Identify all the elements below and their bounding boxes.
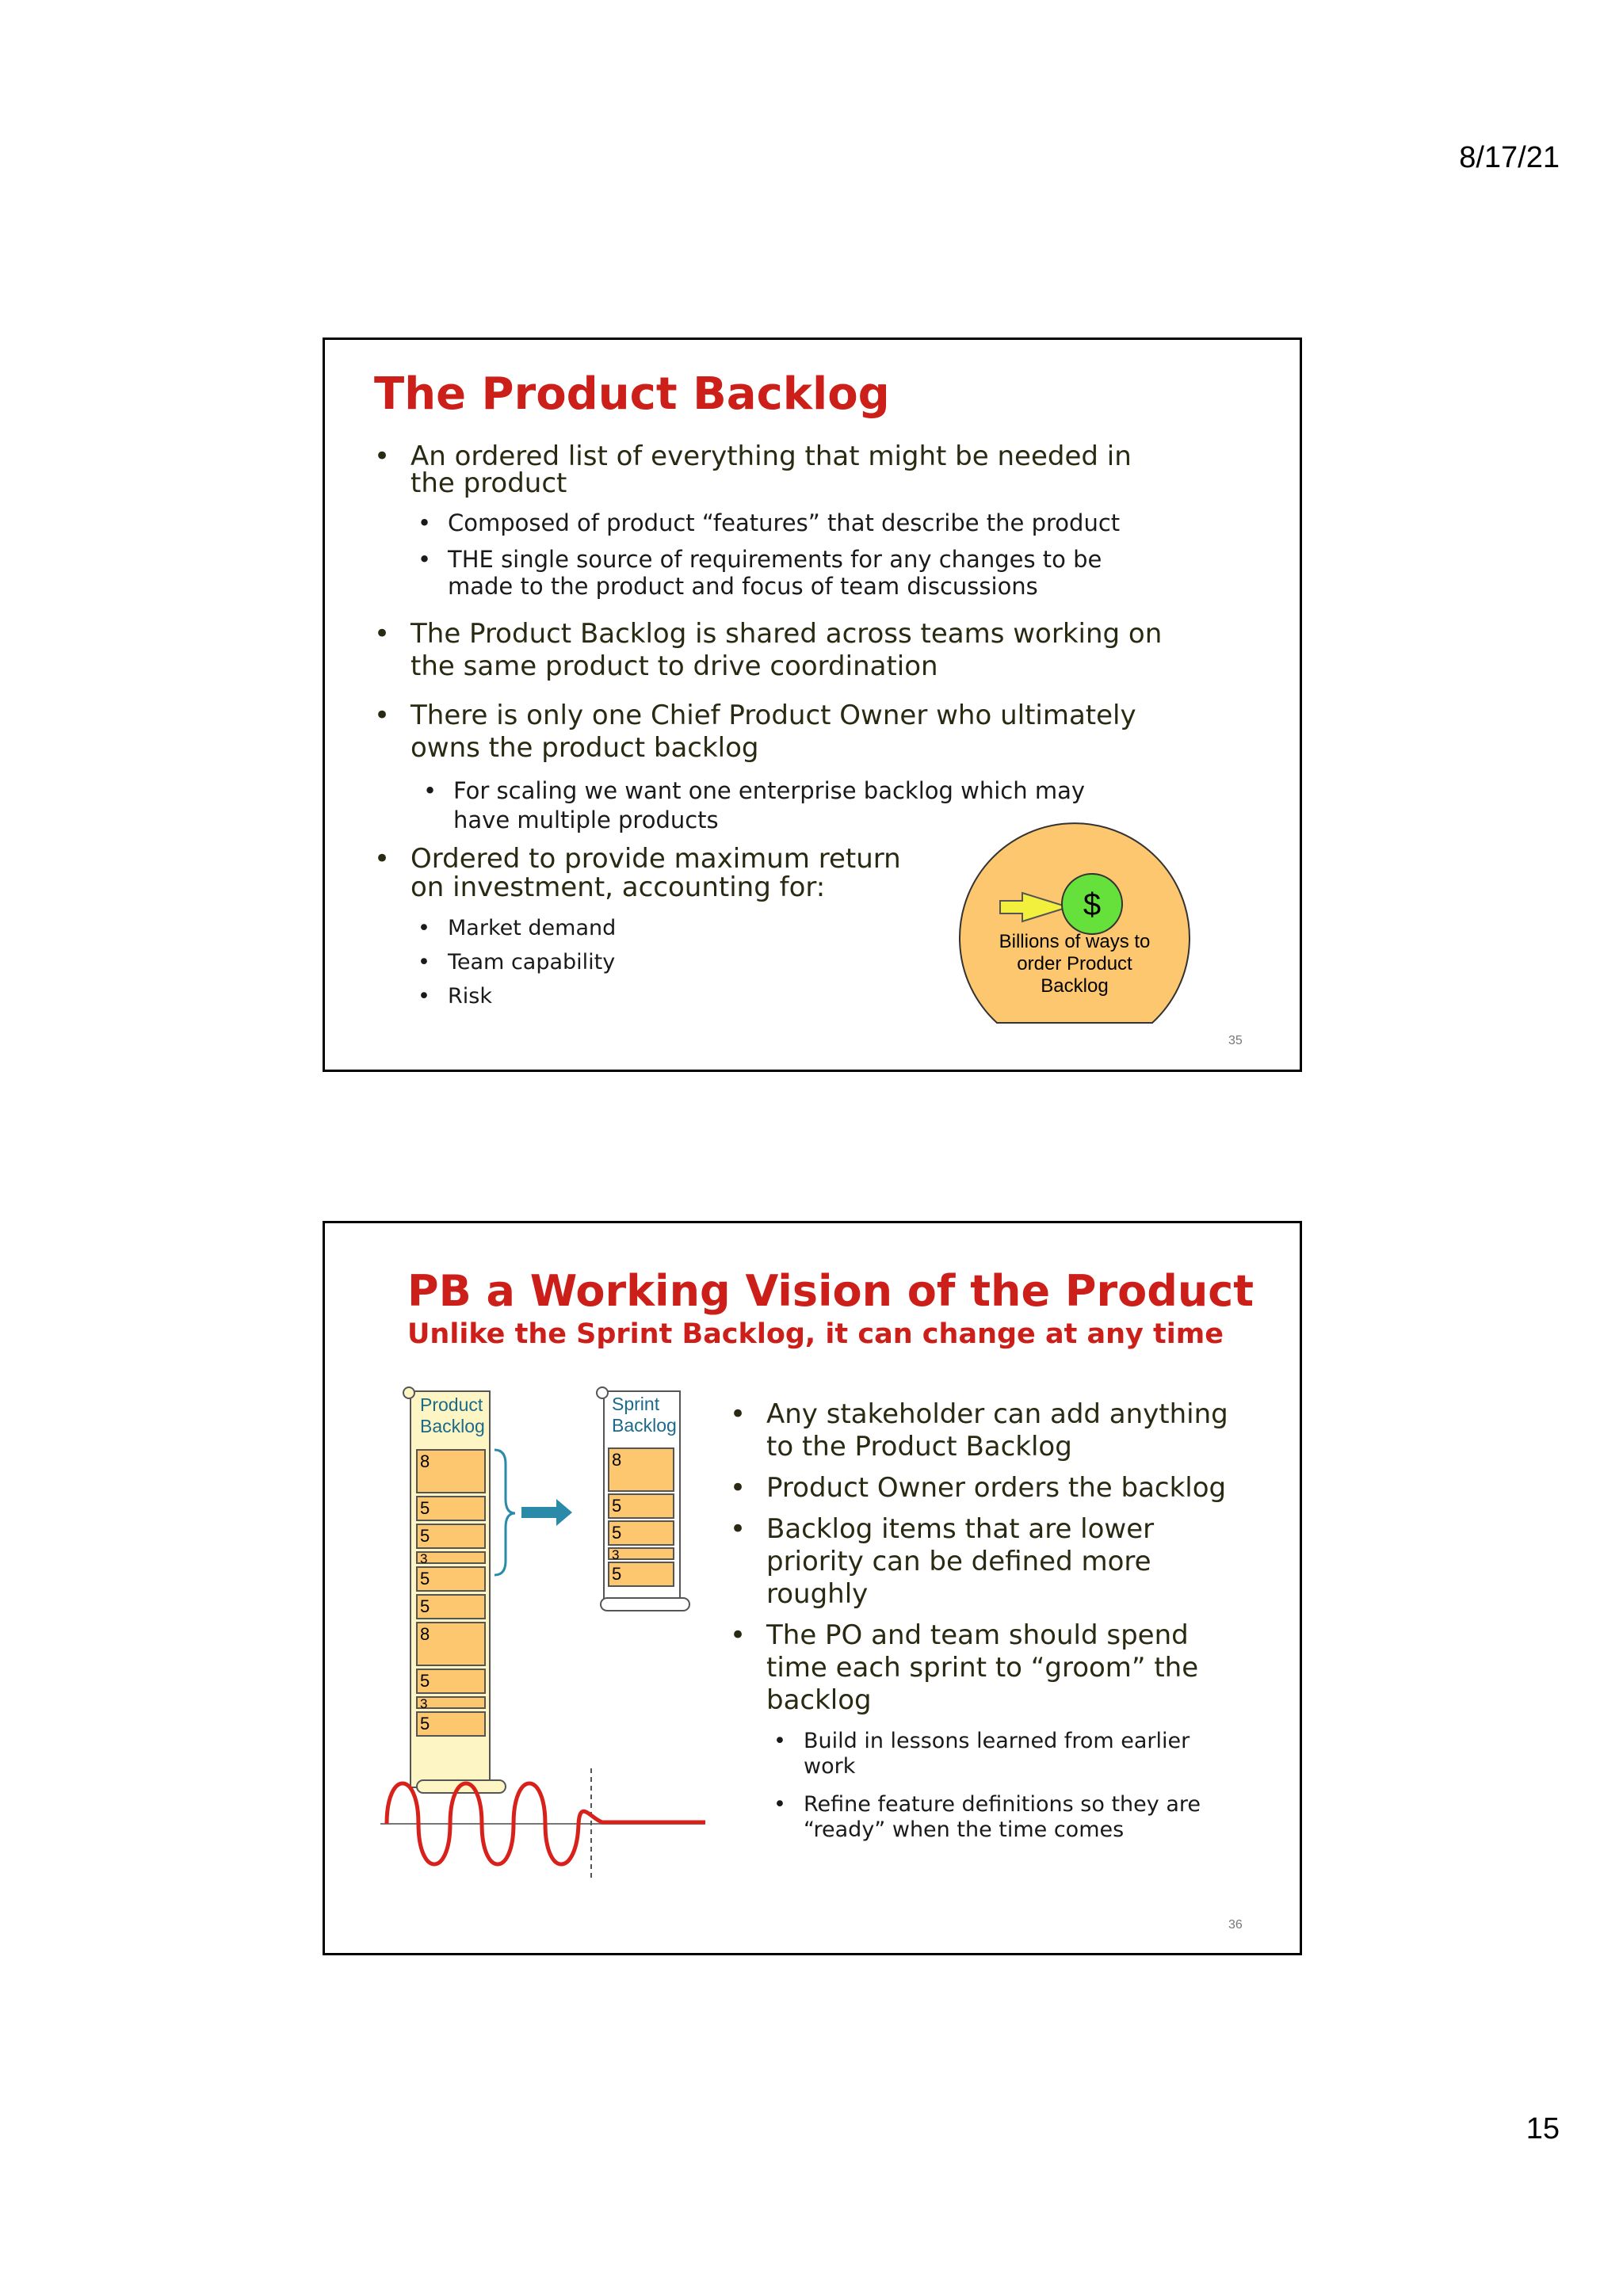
sub-bullet: • Risk	[418, 984, 492, 1009]
bullet: • An ordered list of everything that might be needed in the product	[374, 441, 1132, 499]
bullet: • The PO and team should spend time each sprint to “groom” the backlog	[730, 1619, 1199, 1716]
sub-bullet: • THE single source of requirements for any changes to be made to the product and focus of team discussions	[418, 546, 1102, 600]
backlog-item-size: 8	[420, 1624, 430, 1644]
bullet: • Any stakeholder can add anything to the Product Backlog	[730, 1398, 1228, 1463]
bullet: • There is only one Chief Product Owner who ultimately owns the product backlog	[374, 700, 1136, 764]
bullet-dot: •	[374, 700, 391, 731]
backlog-item-size: 8	[612, 1450, 622, 1470]
graphic-caption-2: order Product	[1017, 953, 1132, 974]
backlog-item-size: 5	[612, 1564, 622, 1584]
slide-number: 35	[1228, 1034, 1243, 1047]
sprint-backlog-label-2: Backlog	[612, 1415, 677, 1436]
backlog-item-size: 5	[420, 1526, 430, 1546]
sub-bullet: • Market demand	[418, 916, 617, 940]
sub-bullet: • For scaling we want one enterprise backlog which may have multiple products	[423, 777, 1086, 833]
graphic-caption-3: Backlog	[1041, 975, 1109, 997]
product-backlog-label-1: Product	[420, 1394, 483, 1415]
bullet-dot: •	[730, 1619, 747, 1651]
graphic-caption-1: Billions of ways to	[999, 931, 1151, 952]
backlog-item-size: 3	[420, 1551, 428, 1566]
sprint-backlog-items	[609, 1448, 674, 1586]
slide-title: The Product Backlog	[374, 368, 890, 420]
page-number: 15	[1526, 2112, 1560, 2145]
bullet-dot: •	[730, 1398, 747, 1430]
bullet-dot: •	[418, 984, 430, 1009]
bullet: • Product Owner orders the backlog	[730, 1472, 1227, 1504]
backlog-diagram	[372, 1382, 705, 1810]
backlog-item-size: 5	[612, 1496, 622, 1516]
backlog-item-size: 5	[420, 1671, 430, 1691]
bullet: • The Product Backlog is shared across teams working on the same product to drive coordination	[374, 618, 1163, 682]
bullet: • Ordered to provide maximum return on investment, accounting for:	[374, 843, 901, 903]
bullet-dot: •	[374, 441, 391, 472]
bullet-dot: •	[374, 843, 391, 875]
bullet-dot: •	[423, 777, 437, 804]
bullet-dot: •	[730, 1513, 747, 1545]
backlog-item-size: 5	[420, 1596, 430, 1616]
selection-brace	[495, 1450, 515, 1575]
bullet-dot: •	[418, 916, 430, 940]
bullet-dot: •	[730, 1472, 747, 1504]
sub-bullet: • Team capability	[418, 950, 616, 974]
arrow-right-icon	[521, 1499, 572, 1526]
backlog-item-size: 8	[420, 1451, 430, 1471]
sub-bullet: • Composed of product “features” that describe the product	[418, 509, 1121, 536]
slide-title: PB a Working Vision of the Product	[407, 1266, 1254, 1316]
sub-bullet: • Build in lessons learned from earlier work	[773, 1729, 1190, 1779]
bullet-dot: •	[418, 950, 430, 974]
backlog-item-size: 5	[420, 1714, 430, 1733]
slide-product-backlog	[323, 338, 1302, 1072]
backlog-item-size: 3	[420, 1696, 428, 1711]
bullet-dot: •	[374, 618, 391, 650]
bullet-dot: •	[773, 1792, 786, 1817]
product-backlog-label-2: Backlog	[420, 1416, 485, 1436]
page-date: 8/17/21	[1459, 141, 1560, 174]
backlog-item-size: 3	[612, 1547, 620, 1562]
billions-ways-graphic	[959, 815, 1212, 1053]
bullet-dot: •	[418, 546, 432, 573]
slide-subtitle: Unlike the Sprint Backlog, it can change at any time	[407, 1318, 1224, 1350]
sub-bullet: • Refine feature definitions so they are “ready” when the time comes	[773, 1792, 1201, 1842]
wave-graphic	[372, 1762, 713, 1881]
slide-number: 36	[1228, 1918, 1243, 1932]
sprint-backlog-label-1: Sprint	[612, 1394, 660, 1414]
bullet: • Backlog items that are lower priority can be defined more roughly	[730, 1513, 1155, 1610]
backlog-item-size: 5	[420, 1498, 430, 1518]
slide-working-vision	[323, 1221, 1302, 1955]
backlog-item-size: 5	[612, 1523, 622, 1543]
bullet-dot: •	[418, 509, 432, 536]
bullet-dot: •	[773, 1729, 786, 1753]
dollar-sign: $	[1083, 887, 1102, 922]
backlog-item-size: 5	[420, 1569, 430, 1589]
